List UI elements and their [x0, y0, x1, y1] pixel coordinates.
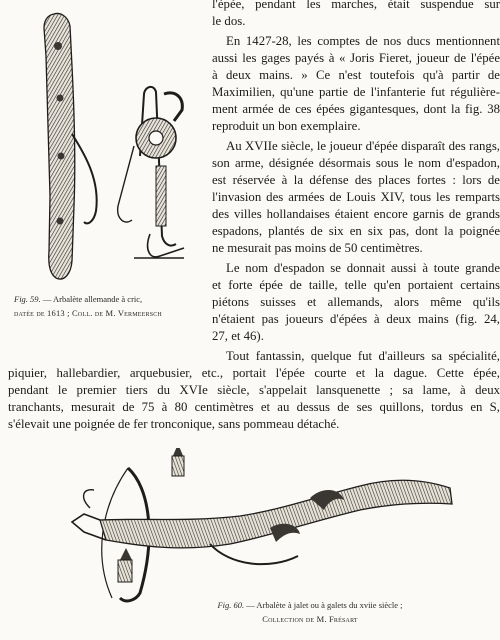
figure-60-caption-line2: Collection de M. Frésart [262, 614, 358, 624]
text-line: l'épée, pendant les marches, était suspendue sur [212, 0, 500, 11]
figure-59-caption-line1: — Arbalète allemande à cric, [40, 294, 143, 304]
text-line: aussi les gages payés à « Joris Fieret, joueur de l'épée [212, 51, 500, 65]
text-line: n'étaient pas joueurs d'épées à deux mains (fig. 24, [212, 312, 500, 326]
figure-60-caption-line1: — Arbalète à jalet ou à galets du xviie siècle ; [244, 600, 403, 610]
text-line: à deux mains. » Ce n'est toutefois qu'à partir de [212, 68, 500, 82]
text-line: pendant le premier tiers du XVIe siècle, s'appelait lansquenette ; sa lame, à deux [8, 383, 500, 397]
text-line: s'élevait une poignée de fer tronconique, sans pommeau détaché. [8, 417, 340, 431]
text-line: son arme, désignée désormais sous le nom d'espadon, [212, 156, 500, 170]
figure-59-number: Fig. 59. [14, 294, 41, 304]
text-line: le dos. [212, 14, 246, 28]
text-line: Tout fantassin, quelque fut d'ailleurs sa spécialité, [226, 349, 500, 363]
figure-60-number: Fig. 60. [217, 600, 245, 610]
figure-60-caption [160, 598, 460, 626]
text-line: tranchants, mesurait de 75 à 80 centimètres et au dessus de ses quillons, tordus en S, [8, 400, 500, 414]
text-line: ment armée de ces épées gigantesques, dont la fig. 38 [212, 102, 500, 116]
text-line: En 1427-28, les comptes de nos ducs mentionnent [226, 34, 500, 48]
text-line: reproduit un bon exemplaire. [212, 119, 361, 133]
text-line: Maximilien, qu'une partie de l'infanterie fut régulière- [212, 85, 500, 99]
text-line: et forte épée de taille, telle qu'en portaient certains [212, 278, 500, 292]
text-line: est réservée à la défense des places fortes : lors de [212, 173, 500, 187]
text-line: Le nom d'espadon se donnait aussi à toute grande [226, 261, 500, 275]
text-line: piquier, hallebardier, arquebusier, etc., portait l'épée courte et la dague. Cette épée, [8, 366, 500, 380]
text-line: Au XVIIe siècle, le joueur d'épée disparaît des rangs, [226, 139, 500, 153]
text-line: l'invasion des armées de Louis XIV, tous les remparts [212, 190, 500, 204]
text-line: piétons suisses et allemands, alors même qu'ils [212, 295, 500, 309]
text-line: 27, et 46). [212, 329, 264, 343]
figure-59-crossbow-illustration [14, 6, 204, 291]
text-line: des villes hollandaises étaient encore garnis de grands [212, 207, 500, 221]
text-line: ne mesurait pas moins de 50 centimètres. [212, 241, 423, 255]
figure-59-caption-line2: datée de 1613 ; Coll. de M. Vermeersch [14, 308, 162, 318]
figure-60-crossbow-illustration [60, 448, 480, 610]
text-line: espadons, plantés de six en six pas, dont la poignée [212, 224, 500, 238]
figure-59-caption [14, 292, 204, 320]
